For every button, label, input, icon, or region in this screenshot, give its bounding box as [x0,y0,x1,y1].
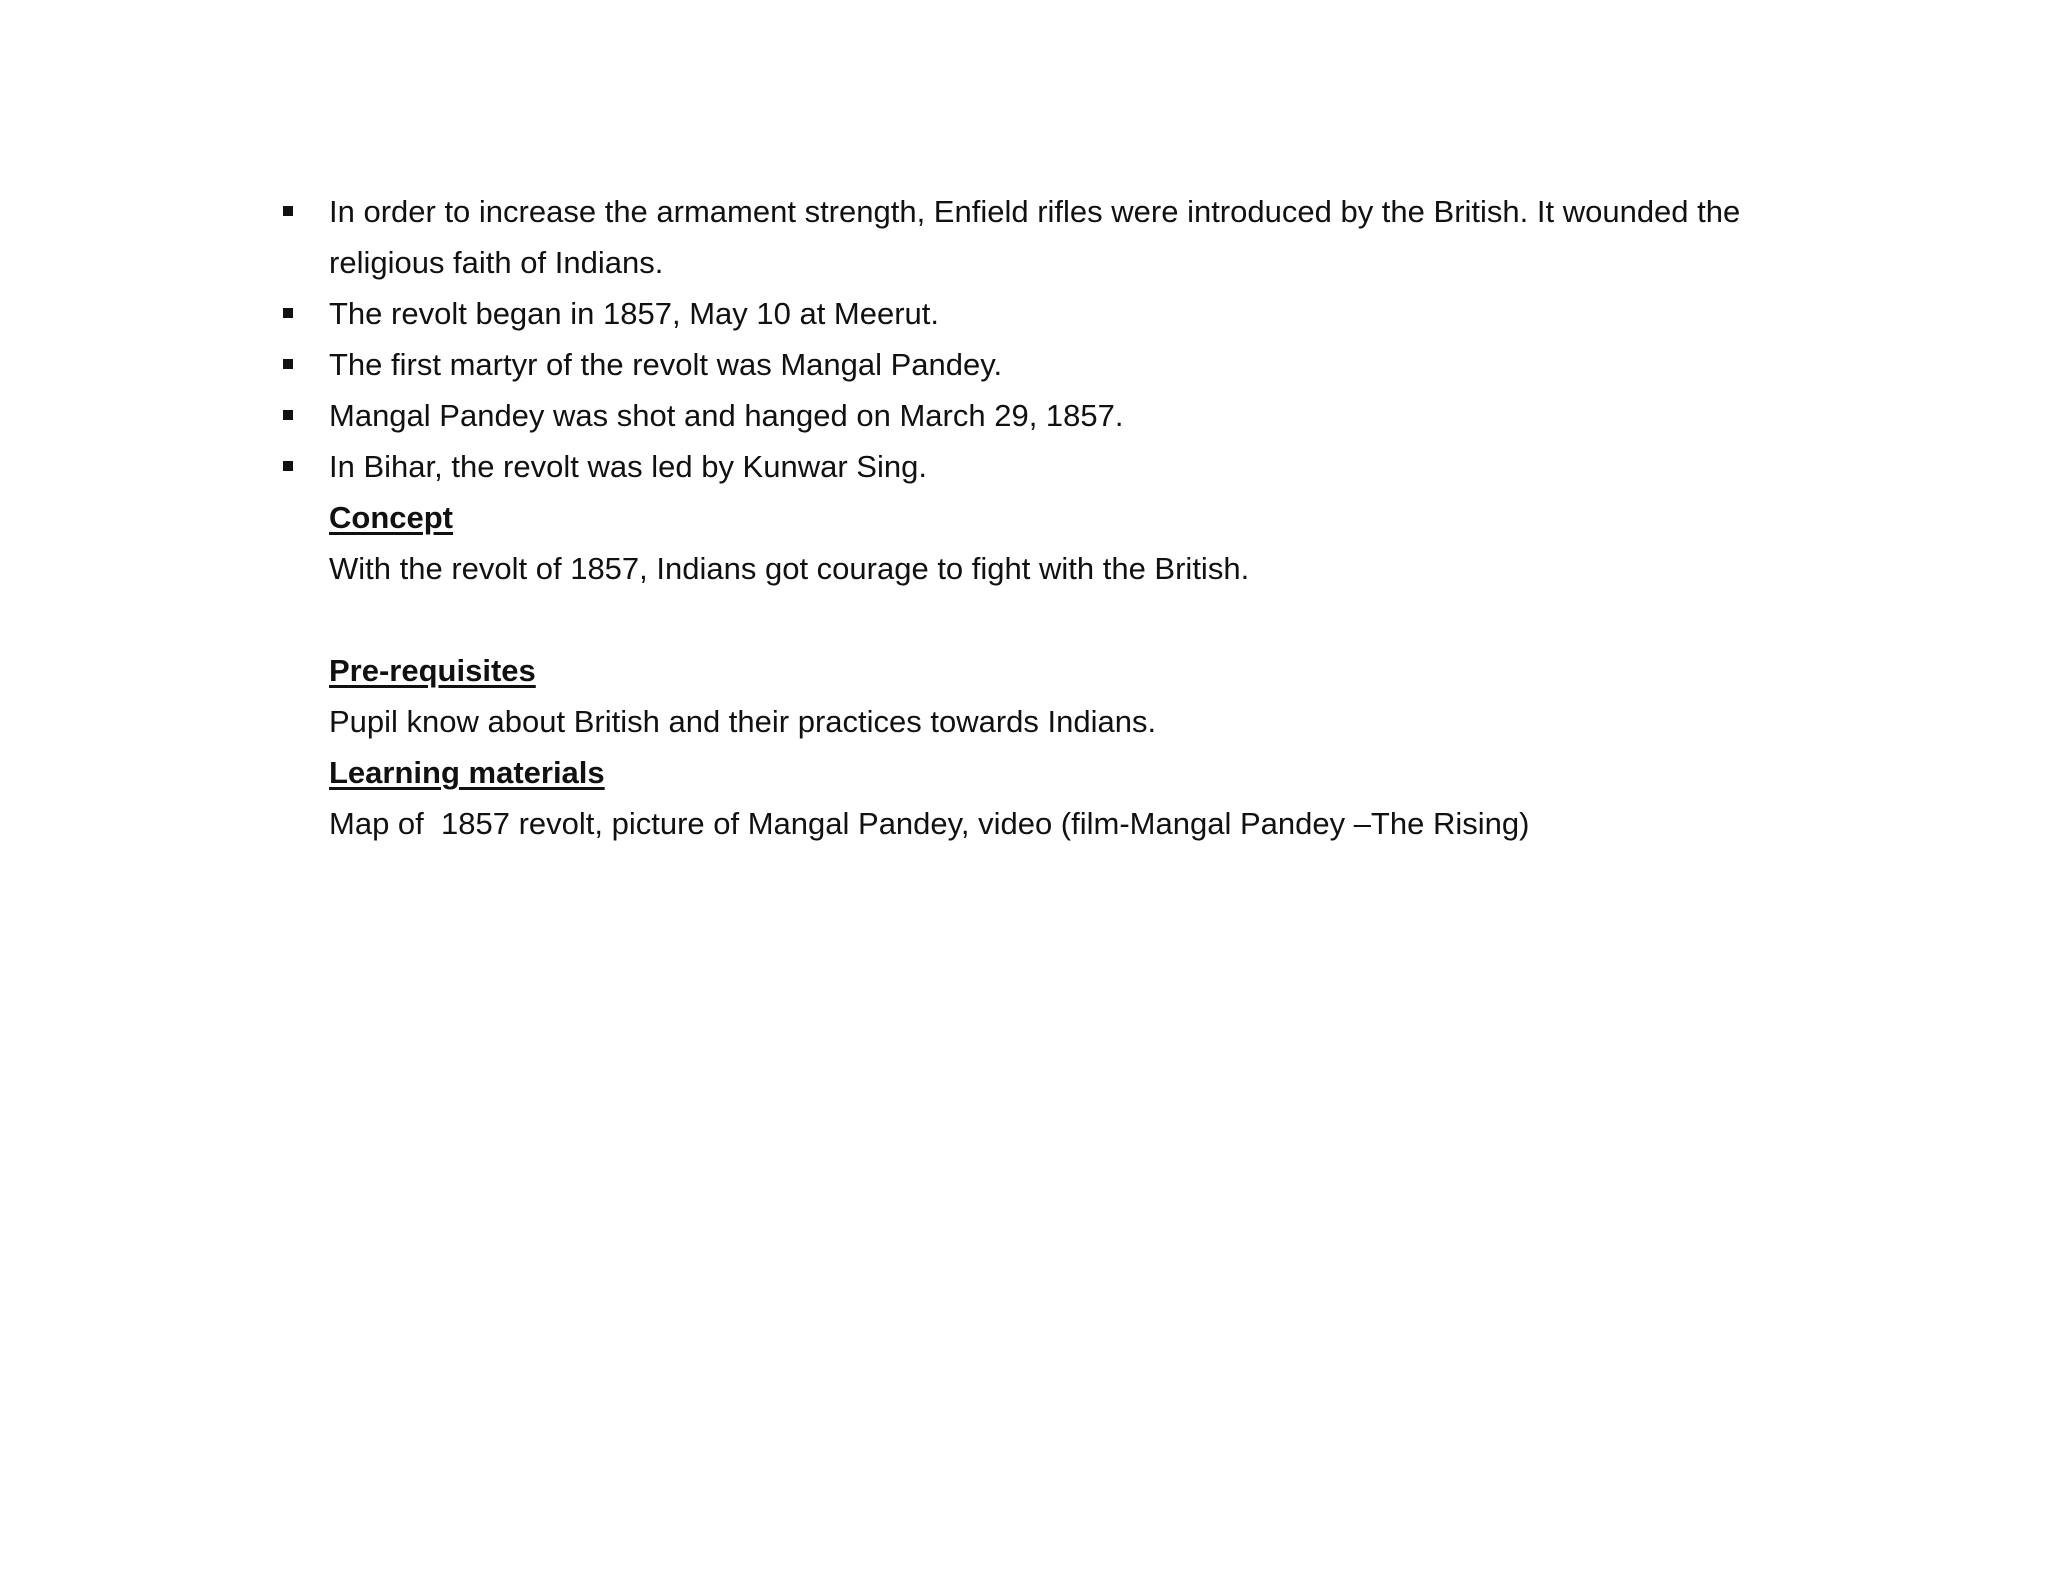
spacer [283,594,1843,645]
learning-materials-heading: Learning materials [329,755,605,790]
bullet-text: The first martyr of the revolt was Mangal Pandey. [329,347,1003,382]
square-bullet-icon [283,359,293,369]
prerequisites-heading: Pre-requisites [329,653,536,688]
learning-materials-section [283,747,1843,849]
page-content [283,186,1843,849]
square-bullet-icon [283,308,293,318]
list-item [283,186,1843,288]
concept-text: With the revolt of 1857, Indians got courage to fight with the British. [329,551,1250,586]
bullet-text: In order to increase the armament strength, Enfield rifles were introduced by the British. It wounded the religious faith of Indians. [329,194,1741,280]
learning-materials-text: Map of 1857 revolt, picture of Mangal Pandey, video (film-Mangal Pandey –The Rising) [329,806,1530,841]
concept-section [283,492,1843,594]
concept-heading: Concept [329,500,453,535]
square-bullet-icon [283,461,293,471]
bullet-text: The revolt began in 1857, May 10 at Meerut. [329,296,940,331]
bullet-text: In Bihar, the revolt was led by Kunwar Sing. [329,449,927,484]
list-item [283,441,1843,492]
bullet-text: Mangal Pandey was shot and hanged on March 29, 1857. [329,398,1124,433]
list-item [283,390,1843,441]
bullet-list [283,186,1843,492]
list-item [283,288,1843,339]
prerequisites-text: Pupil know about British and their practices towards Indians. [329,704,1157,739]
list-item [283,339,1843,390]
square-bullet-icon [283,410,293,420]
prerequisites-section [283,645,1843,747]
square-bullet-icon [283,206,293,216]
